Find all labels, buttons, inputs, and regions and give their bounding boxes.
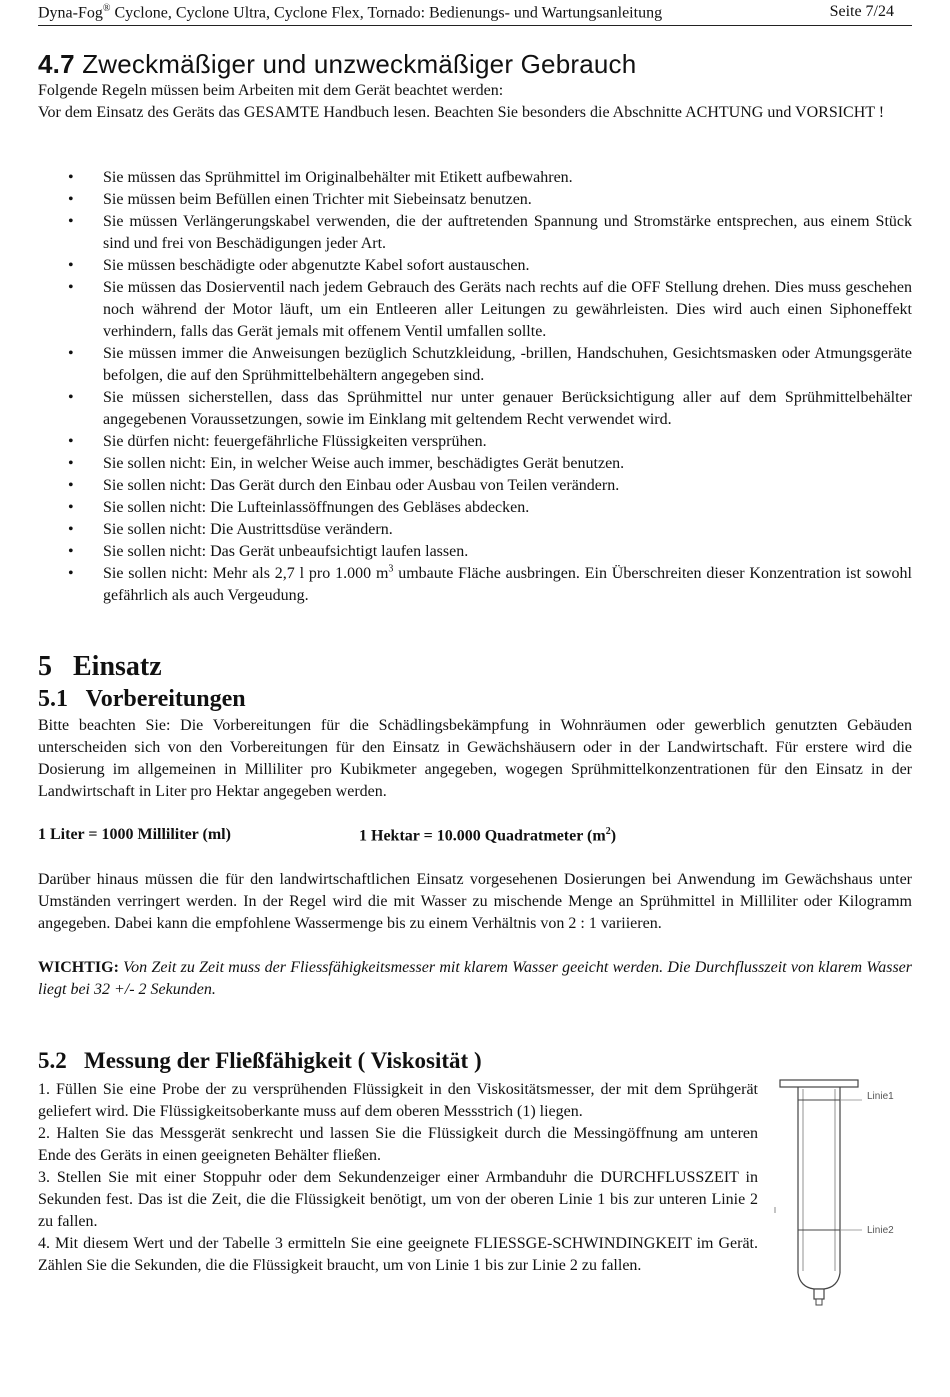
rule-text: Sie dürfen nicht: feuergefährliche Flüssigkeiten versprühen. — [103, 433, 487, 450]
important-label: WICHTIG: — [38, 959, 119, 976]
important-note — [38, 957, 912, 1001]
viscosity-steps — [38, 1079, 758, 1277]
figure-label-line-1: Linie1 — [867, 1091, 894, 1102]
bullet-dot: • — [68, 477, 74, 494]
rule-text: Sie müssen das Dosierventil nach jedem Gebrauch des Geräts nach rechts auf die OFF Stellung drehen. Dies muss geschehen noch während der Motor läuft, um ein Entleeren aller Leitungen zu gewährleisten. Dies wird auch einen Siphoneffekt verhindern, falls das Gerät jemals mit offenem Ventil umfallen sollte. — [103, 279, 912, 340]
important-text: Von Zeit zu Zeit muss der Fliessfähigkeitsmesser mit klarem Wasser geeicht werden. Die Durchflusszeit von klarem Wasser liegt bei 32 +/- 2 Sekunden. — [38, 959, 912, 998]
rule-item — [38, 343, 912, 387]
intro-line-1: Folgende Regeln müssen beim Arbeiten mit dem Gerät beachtet werden: — [38, 82, 504, 99]
header-title-rest: Cyclone, Cyclone Ultra, Cyclone Flex, Tornado: Bedienungs- und Wartungsanleitung — [110, 4, 663, 22]
usage-rules-list — [38, 167, 912, 607]
bullet-dot: • — [68, 455, 74, 472]
rule-text: Sie müssen beim Befüllen einen Trichter mit Siebeinsatz benutzen. — [103, 191, 532, 208]
meter-rim — [780, 1080, 858, 1087]
meter-bottom-cone — [798, 1273, 840, 1289]
viscosity-meter-illustration — [770, 1075, 910, 1315]
orifice-tip — [816, 1299, 822, 1305]
step-item: 2. Halten Sie das Messgerät senkrecht und lassen Sie die Flüssigkeit durch die Messingöffnung am unteren Ende des Geräts in einen geeigneten Behälter fließen. — [38, 1125, 758, 1164]
section-4-7-heading — [38, 49, 636, 80]
rule-item — [38, 519, 912, 541]
rule-text: Sie müssen das Sprühmittel im Originalbehälter mit Etikett aufbewahren. — [103, 169, 573, 186]
bullet-dot: • — [68, 499, 74, 516]
cubic-superscript: 3 — [388, 563, 394, 575]
rule-item — [38, 167, 912, 189]
intro-line-2: Vor dem Einsatz des Geräts das GESAMTE Handbuch lesen. Beachten Sie besonders die Abschnitte ACHTUNG und VORSICHT ! — [38, 104, 885, 121]
preparations-paragraph: Bitte beachten Sie: Die Vorbereitungen für die Schädlingsbekämpfung in Wohnräumen oder gewerblich genutzten Gebäuden unterscheiden sich von den Vorbereitungen für den Einsatz in Gewächshäusern oder in der Landwirtschaft. Für erstere wird die Dosierung im allgemeinen in Milliliter pro Kubikmeter angegeben, wogegen Sprühmittelkonzentrationen für den Einsatz in der Landwirtschaft in Liter pro Hektar angegeben werden. — [38, 717, 912, 800]
section-title: Zweckmäßiger und unzweckmäßiger Gebrauch — [82, 49, 637, 79]
step-item: 1. Füllen Sie eine Probe der zu versprühenden Flüssigkeit in den Viskositätsmesser, der mit dem Sprühgerät geliefert wird. Die Flüssigkeitsoberkante muss auf dem oberen Messstrich (1) liegen. — [38, 1081, 758, 1120]
rule-item — [38, 453, 912, 475]
header-title — [38, 3, 662, 22]
rule-text: Sie sollen nicht: Das Gerät unbeaufsichtigt laufen lassen. — [103, 543, 469, 560]
rule-item — [38, 563, 912, 607]
rule-item — [38, 387, 912, 431]
bullet-dot: • — [68, 433, 74, 450]
rule-item — [38, 189, 912, 211]
conversion-liter: 1 Liter = 1000 Milliliter (ml) — [38, 826, 231, 843]
rule-text: Sie sollen nicht: Mehr als 2,7 l pro 1.000 m — [103, 565, 389, 582]
brass-orifice — [814, 1289, 824, 1299]
greenhouse-paragraph: Darüber hinaus müssen die für den landwirtschaftlichen Einsatz vorgesehenen Dosierungen bei Anwendung im Gewächshaus unter Umständen verringert werden. In der Regel wird die mit Wasser zu mischende Menge an Sprühmittel in Milliliter oder Kilogramm angegeben. Dabei kann die empfohlene Wassermenge bis zu einem Verhältnis von 2 : 1 variieren. — [38, 871, 912, 932]
section-5-2-heading: 5.2 Messung der Fließfähigkeit ( Viskosität ) — [38, 1048, 482, 1073]
rule-item — [38, 431, 912, 453]
rule-item — [38, 475, 912, 497]
rule-item — [38, 277, 912, 343]
section-5-1-heading: 5.1 Vorbereitungen — [38, 686, 246, 712]
registered-mark: ® — [102, 3, 111, 14]
rule-text: Sie sollen nicht: Ein, in welcher Weise auch immer, beschädigtes Gerät benutzen. — [103, 455, 625, 472]
rule-text-cont: umbaute Fläche ausbringen. Ein Überschreiten dieser Konzentration ist sowohl gefährlich als auch Vergeudung. — [103, 565, 913, 604]
bullet-dot: • — [68, 213, 74, 230]
conversion-hectare-text: 1 Hektar = 10.000 Quadratmeter (m — [359, 827, 606, 845]
rule-text: Sie sollen nicht: Die Lufteinlassöffnungen des Gebläses abdecken. — [103, 499, 530, 516]
bullet-dot: • — [68, 345, 74, 362]
bullet-dot: • — [68, 389, 74, 406]
bullet-dot: • — [68, 565, 74, 582]
section-5-heading: 5 Einsatz — [38, 651, 162, 682]
rule-text: Sie müssen immer die Anweisungen bezüglich Schutzkleidung, -brillen, Handschuhen, Gesichtsmasken oder Atmungsgeräte befolgen, die auf den Sprühmittelbehältern angegeben sind. — [103, 345, 912, 384]
rule-item — [38, 541, 912, 563]
figure-label-line-2: Linie2 — [867, 1225, 894, 1236]
rule-text: Sie sollen nicht: Die Austrittsdüse verändern. — [103, 521, 393, 538]
conversion-hectare-close: ) — [610, 827, 617, 845]
bullet-dot: • — [68, 169, 74, 186]
header-brand: Dyna-Fog — [38, 4, 103, 22]
rule-text: Sie müssen sicherstellen, dass das Sprühmittel nur unter genauer Berücksichtigung aller auf dem Sprühmittelbehälter angegebenen Voraussetzungen, sowie im Einklang mit geltendem Recht verwendet wird. — [103, 389, 912, 428]
section-number: 4.7 — [38, 49, 75, 79]
step-item: 3. Stellen Sie mit einer Stoppuhr oder dem Sekundenzeiger einer Armbanduhr die DURCHFLUSSZEIT in Sekunden fest. Das ist die Zeit, die die Flüssigkeit benötigt, um von der oberen Linie 1 bis zur unteren Linie 2 zu fallen. — [38, 1169, 758, 1230]
rule-text: Sie sollen nicht: Das Gerät durch den Einbau oder Ausbau von Teilen verändern. — [103, 477, 620, 494]
rule-item — [38, 255, 912, 277]
step-item: 4. Mit diesem Wert und der Tabelle 3 ermitteln Sie eine geeignete FLIESSGE-SCHWINDINGKEIT im Gerät. Zählen Sie die Sekunden, die die Flüssigkeit braucht, um von Linie 1 bis zur Linie 2 zu fallen. — [38, 1235, 758, 1274]
conversion-hectare — [359, 826, 616, 845]
bullet-dot: • — [68, 257, 74, 274]
bullet-dot: • — [68, 521, 74, 538]
rule-text: Sie müssen Verlängerungskabel verwenden, die der auftretenden Spannung und Stromstärke entsprechen, aus einem Stück sind und frei von Beschädigungen jeder Art. — [103, 213, 912, 252]
bullet-dot: • — [68, 543, 74, 560]
page-number: Seite 7/24 — [829, 3, 894, 20]
bullet-dot: • — [68, 279, 74, 296]
square-superscript: 2 — [605, 826, 611, 837]
page-header — [38, 3, 912, 26]
viscosity-meter-figure — [770, 1075, 910, 1315]
rule-item — [38, 497, 912, 519]
rule-text: Sie müssen beschädigte oder abgenutzte Kabel sofort austauschen. — [103, 257, 530, 274]
bullet-dot: • — [68, 191, 74, 208]
rule-item — [38, 211, 912, 255]
